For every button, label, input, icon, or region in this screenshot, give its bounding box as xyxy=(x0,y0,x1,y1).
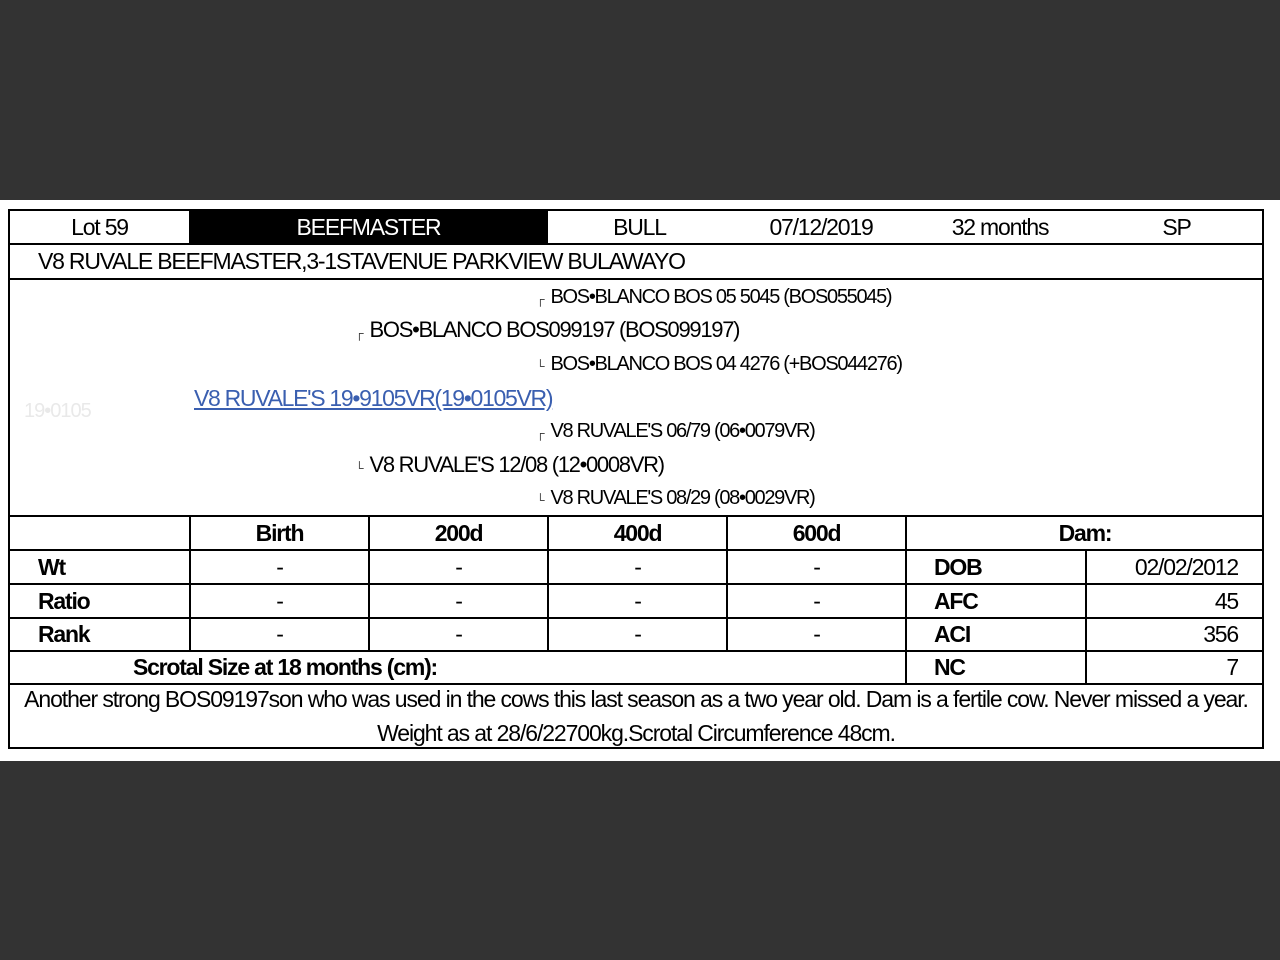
dam-title: Dam: xyxy=(1058,519,1112,546)
col-birth: Birth xyxy=(255,519,304,546)
bracket-bottom-icon: └ xyxy=(536,493,545,507)
col-200d: 200d xyxy=(434,519,483,546)
col-600d: 600d xyxy=(792,519,841,546)
dam-dob-value: 02/02/2012 xyxy=(1134,553,1238,580)
dam-aci-value: 356 xyxy=(1203,621,1238,647)
pedigree-block xyxy=(10,280,1262,515)
rank-birth: - xyxy=(276,621,283,647)
comment-text: Another strong BOS09197son who was used in the cows this last season as a two year old. Dam is a fertile cow. Never missed a year. Weight as at 28/6/22700kg.Scrotal Circumference 48cm. xyxy=(24,686,1248,746)
breed-label: BEEFMASTER xyxy=(189,211,548,243)
bracket-bottom-icon: └ xyxy=(355,461,364,475)
stats-header-row xyxy=(10,517,1262,549)
row-label-wt: Wt xyxy=(38,553,65,580)
grid-line xyxy=(1085,551,1087,683)
grid-line xyxy=(189,517,191,650)
sire-sire-name: BOS•BLANCO BOS 05 5045 (BOS055045) xyxy=(550,286,892,308)
code-label: SP xyxy=(1162,213,1191,240)
scrotal-row xyxy=(10,652,1262,683)
owner-row xyxy=(10,244,1262,278)
comment-row xyxy=(10,683,1262,749)
stats-row-wt xyxy=(10,551,1262,583)
sire-name: BOS•BLANCO BOS099197 (BOS099197) xyxy=(369,317,740,342)
bracket-top-icon: ┌ xyxy=(536,292,545,306)
birth-date: 07/12/2019 xyxy=(769,213,873,240)
lot-number: Lot 59 xyxy=(71,213,128,240)
dam-dob-label: DOB xyxy=(934,553,982,580)
scrotal-label: Scrotal Size at 18 months (cm): xyxy=(132,654,437,680)
grid-line xyxy=(905,517,907,683)
wt-400d: - xyxy=(634,553,641,580)
dam-dam-name: V8 RUVALE'S 08/29 (08•0029VR) xyxy=(550,487,815,509)
wt-200d: - xyxy=(455,553,462,580)
wt-600d: - xyxy=(813,553,820,580)
sire xyxy=(355,317,739,343)
age-label: 32 months xyxy=(951,213,1049,240)
grid-line xyxy=(726,517,728,650)
animal-name-link[interactable]: V8 RUVALE'S 19•9105VR(19•0105VR) xyxy=(194,385,553,411)
rank-200d: - xyxy=(455,621,462,647)
ratio-600d: - xyxy=(813,587,820,614)
sire-dam-name: BOS•BLANCO BOS 04 4276 (+BOS044276) xyxy=(550,353,902,375)
dam-aci-label: ACI xyxy=(934,621,971,647)
row-label-ratio: Ratio xyxy=(38,587,90,614)
sire-dam xyxy=(536,353,902,376)
dam-dam xyxy=(536,487,815,510)
owner-address: V8 RUVALE BEEFMASTER,3-1STAVENUE PARKVIEW BULAWAYO xyxy=(38,247,685,274)
wt-birth: - xyxy=(276,553,283,580)
bracket-bottom-icon: └ xyxy=(536,359,545,373)
ghost-text: 19•0105 xyxy=(24,400,91,422)
stats-row-ratio xyxy=(10,585,1262,617)
ratio-200d: - xyxy=(455,587,462,614)
bracket-top-icon: ┌ xyxy=(355,326,364,340)
dam-nc-label: NC xyxy=(934,654,965,680)
dam-name: V8 RUVALE'S 12/08 (12•0008VR) xyxy=(369,452,664,477)
col-400d: 400d xyxy=(613,519,662,546)
bracket-top-icon: ┌ xyxy=(536,426,545,440)
sire-sire xyxy=(536,286,891,309)
dam-sire-name: V8 RUVALE'S 06/79 (06•0079VR) xyxy=(550,420,815,442)
dam xyxy=(355,452,664,478)
grid-line xyxy=(547,517,549,650)
dam-afc-label: AFC xyxy=(934,587,978,614)
ratio-birth: - xyxy=(276,587,283,614)
ratio-400d: - xyxy=(634,587,641,614)
header-row xyxy=(10,211,1262,243)
grid-line xyxy=(368,517,370,650)
lot-card xyxy=(8,209,1264,749)
dam-sire xyxy=(536,420,815,443)
stats-row-rank xyxy=(10,619,1262,650)
sheet xyxy=(0,200,1280,761)
scrotal-value xyxy=(543,652,906,683)
rank-600d: - xyxy=(813,621,820,647)
dam-afc-value: 45 xyxy=(1214,587,1238,614)
row-label-rank: Rank xyxy=(38,621,90,647)
dam-nc-value: 7 xyxy=(1226,654,1238,680)
sex-label: BULL xyxy=(613,213,666,240)
rank-400d: - xyxy=(634,621,641,647)
